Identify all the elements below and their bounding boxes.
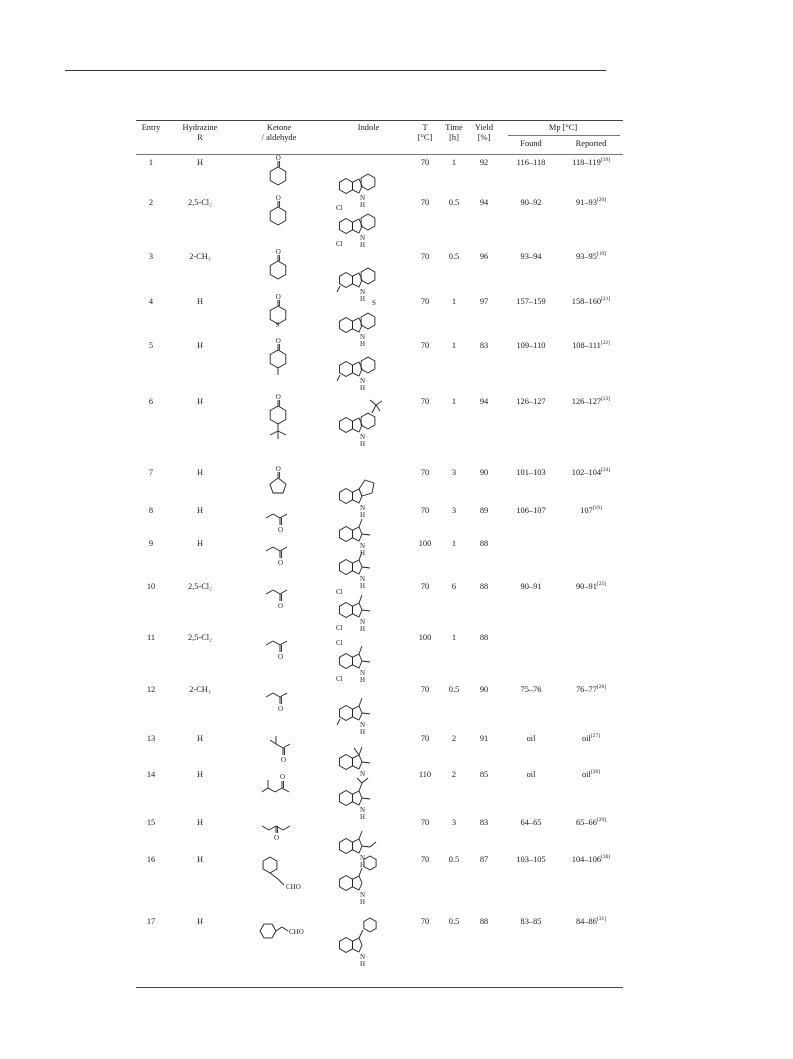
mp-found-cell: 103–105	[516, 855, 546, 864]
svg-text:O: O	[278, 653, 284, 661]
svg-text:H: H	[360, 813, 366, 821]
temperature-cell: 100	[418, 633, 432, 642]
reference-superscript: [20]	[596, 197, 607, 204]
mp-found-cell: 90–92	[520, 198, 542, 207]
mp-found-cell: 93–94	[520, 252, 542, 261]
hydrazine-cell: 2,5-Cl₂	[187, 198, 213, 207]
header-found: Found	[520, 139, 542, 148]
svg-text:N: N	[360, 575, 366, 583]
time-cell: 1	[451, 397, 457, 406]
time-cell: 0.5	[448, 198, 460, 207]
indole-structure	[332, 196, 392, 252]
svg-text:H: H	[360, 384, 366, 392]
mp-found-cell: 83–85	[520, 917, 542, 926]
svg-text:N: N	[360, 433, 366, 441]
mp-reported-cell: 91–93[20]	[575, 197, 607, 207]
mp-found-cell: 64–65	[520, 818, 542, 827]
hydrazine-cell: H	[196, 818, 204, 827]
reference-superscript: [19]	[600, 157, 610, 164]
yield-cell: 92	[479, 158, 489, 167]
header-entry: Entry	[141, 123, 161, 132]
reference-superscript: [19]	[596, 251, 607, 258]
svg-text:Cl: Cl	[336, 240, 343, 248]
ketone-structure	[258, 248, 302, 296]
reference-superscript: [26]	[596, 684, 607, 691]
reference-superscript: [31]	[596, 916, 607, 923]
svg-text:H: H	[360, 861, 366, 869]
svg-text:N: N	[360, 891, 366, 899]
entry-cell: 17	[146, 917, 156, 926]
yield-cell: 90	[479, 468, 489, 477]
indole-structure	[332, 915, 392, 971]
svg-text:H: H	[360, 340, 366, 348]
mp-reported-cell: oil[28]	[581, 769, 600, 779]
entry-cell: 2	[148, 198, 154, 207]
svg-text:O: O	[281, 756, 287, 764]
svg-text:O: O	[275, 194, 281, 202]
time-cell: 0.5	[448, 917, 460, 926]
time-cell: 3	[451, 506, 457, 515]
table-bottom-rule	[136, 987, 623, 988]
hydrazine-cell: H	[196, 158, 204, 167]
entry-cell: 13	[146, 734, 156, 743]
mp-reported-cell: 84–86[31]	[575, 916, 607, 926]
indole-structure	[332, 580, 392, 636]
svg-text:H: H	[360, 625, 366, 633]
svg-text:H: H	[360, 295, 366, 303]
time-cell: 2	[451, 734, 457, 743]
svg-text:O: O	[275, 337, 281, 345]
yield-cell: 91	[479, 734, 489, 743]
svg-text:N: N	[360, 504, 366, 512]
svg-text:N: N	[360, 618, 366, 626]
svg-text:H: H	[360, 241, 366, 249]
entry-cell: 14	[146, 770, 156, 779]
yield-cell: 96	[479, 252, 489, 261]
svg-text:N: N	[360, 806, 366, 814]
temperature-cell: 70	[420, 341, 430, 350]
mp-reported-cell: 102–104[24]	[571, 467, 611, 477]
header-reported: Reported	[575, 139, 607, 148]
yield-cell: 90	[479, 685, 489, 694]
indole-structure	[332, 339, 392, 395]
svg-text:H: H	[360, 511, 366, 519]
svg-text:Cl: Cl	[336, 588, 343, 596]
hydrazine-cell: H	[196, 917, 204, 926]
reference-superscript: [23]	[601, 396, 611, 403]
temperature-cell: 70	[420, 818, 430, 827]
svg-text:N: N	[360, 377, 366, 385]
hydrazine-cell: H	[196, 855, 204, 864]
svg-text:CHO: CHO	[289, 928, 304, 936]
mp-subrule	[508, 135, 620, 136]
hydrazine-cell: 2-CH₃	[189, 252, 211, 261]
reference-superscript: [28]	[590, 769, 600, 776]
yield-cell: 88	[479, 582, 489, 591]
svg-text:N: N	[360, 234, 366, 242]
reference-superscript: [22]	[600, 340, 610, 347]
temperature-cell: 70	[420, 297, 430, 306]
hydrazine-cell: 2-CH₃	[189, 685, 211, 694]
entry-cell: 16	[146, 855, 156, 864]
yield-cell: 88	[479, 539, 489, 548]
svg-text:S: S	[275, 321, 280, 329]
mp-found-cell: 75–76	[520, 685, 542, 694]
svg-text:H: H	[360, 549, 366, 557]
svg-text:O: O	[278, 602, 284, 610]
svg-text:H: H	[360, 440, 366, 448]
entry-cell: 3	[148, 252, 154, 261]
hydrazine-cell: H	[196, 770, 204, 779]
time-cell: 6	[451, 582, 457, 591]
temperature-cell: 70	[420, 685, 430, 694]
mp-found-cell: oil	[526, 770, 536, 779]
temperature-cell: 70	[420, 506, 430, 515]
entry-cell: 8	[148, 506, 154, 515]
entry-cell: 7	[148, 468, 154, 477]
yield-cell: 88	[479, 917, 489, 926]
yield-cell: 94	[479, 397, 489, 406]
svg-text:N: N	[360, 721, 366, 729]
ketone-structure	[258, 913, 302, 961]
indole-structure	[332, 395, 392, 451]
svg-text:O: O	[278, 705, 284, 713]
time-cell: 1	[451, 633, 457, 642]
svg-text:H: H	[360, 960, 366, 968]
header-indole: Indole	[357, 123, 380, 132]
header-t: T	[422, 123, 428, 132]
entry-cell: 10	[146, 582, 156, 591]
indole-structure	[332, 631, 392, 687]
svg-text:N: N	[360, 953, 366, 961]
header-ketone: Ketone	[266, 123, 292, 132]
time-cell: 3	[451, 818, 457, 827]
time-cell: 1	[451, 158, 457, 167]
mp-found-cell: 157–159	[516, 297, 546, 306]
svg-text:N: N	[360, 288, 366, 296]
svg-text:O: O	[275, 465, 281, 473]
time-cell: 1	[451, 539, 457, 548]
svg-text:H: H	[360, 898, 366, 906]
svg-text:Cl: Cl	[336, 675, 343, 683]
header-yield-unit: [%]	[477, 133, 491, 142]
mp-reported-cell: 126–127[23]	[571, 396, 611, 406]
mp-reported-cell: 104–106[30]	[571, 854, 611, 864]
svg-text:O: O	[274, 834, 280, 842]
mp-found-cell: oil	[526, 734, 536, 743]
hydrazine-cell: H	[196, 506, 204, 515]
yield-cell: 89	[479, 506, 489, 515]
time-cell: 0.5	[448, 855, 460, 864]
reference-superscript: [21]	[601, 296, 611, 303]
time-cell: 0.5	[448, 252, 460, 261]
temperature-cell: 70	[420, 855, 430, 864]
ketone-structure	[258, 851, 302, 899]
time-cell: 1	[451, 297, 457, 306]
results-table	[136, 120, 623, 988]
entry-cell: 6	[148, 397, 154, 406]
ketone-structure	[258, 194, 302, 242]
mp-reported-cell: 93–95[19]	[575, 251, 607, 261]
temperature-cell: 70	[420, 917, 430, 926]
svg-text:O: O	[275, 393, 281, 401]
indole-structure	[332, 853, 392, 909]
temperature-cell: 70	[420, 198, 430, 207]
svg-text:O: O	[275, 293, 281, 301]
entry-cell: 15	[146, 818, 156, 827]
svg-text:N: N	[360, 194, 366, 202]
svg-text:N: N	[360, 542, 366, 550]
temperature-cell: 100	[418, 539, 432, 548]
svg-text:H: H	[360, 728, 366, 736]
entry-cell: 12	[146, 685, 156, 694]
svg-text:Cl: Cl	[336, 204, 343, 212]
ketone-structure	[258, 681, 302, 729]
entry-cell: 9	[148, 539, 154, 548]
svg-text:O: O	[275, 154, 281, 162]
mp-reported-cell: 90–91[25]	[575, 581, 607, 591]
time-cell: 1	[451, 341, 457, 350]
mp-reported-cell: 107[19]	[580, 505, 602, 515]
entry-cell: 11	[146, 633, 156, 642]
reference-superscript: [30]	[601, 854, 611, 861]
ketone-structure	[258, 629, 302, 677]
svg-text:N: N	[360, 770, 366, 778]
svg-text:N: N	[360, 669, 366, 677]
temperature-cell: 70	[420, 734, 430, 743]
time-cell: 3	[451, 468, 457, 477]
mp-found-cell: 126–127	[516, 397, 546, 406]
reference-superscript: [29]	[596, 817, 607, 824]
svg-text:H: H	[360, 676, 366, 684]
mp-found-cell: 106–107	[516, 506, 546, 515]
ketone-structure	[258, 337, 302, 385]
svg-text:O: O	[278, 559, 284, 567]
reference-superscript: [27]	[590, 733, 600, 740]
header-time-unit: [h]	[449, 133, 459, 142]
hydrazine-cell: 2,5-Cl₂	[187, 633, 213, 642]
hydrazine-cell: H	[196, 539, 204, 548]
time-cell: 0.5	[448, 685, 460, 694]
header-yield: Yield	[474, 123, 494, 132]
table-header-rule	[136, 154, 623, 155]
hydrazine-cell: H	[196, 341, 204, 350]
mp-reported-cell: 65–66[29]	[575, 817, 607, 827]
hydrazine-cell: H	[196, 297, 204, 306]
ketone-structure	[258, 578, 302, 626]
mp-found-cell: 90–91	[520, 582, 542, 591]
reference-superscript: [25]	[596, 581, 607, 588]
mp-reported-cell: 158–160[21]	[571, 296, 611, 306]
reference-superscript: [24]	[601, 467, 611, 474]
svg-text:CHO: CHO	[286, 883, 301, 891]
svg-text:O: O	[280, 773, 286, 781]
mp-reported-cell: 76–77[26]	[575, 684, 607, 694]
svg-text:O: O	[275, 248, 281, 256]
page-header-rule	[65, 70, 606, 71]
ketone-structure	[258, 393, 302, 441]
mp-found-cell: 116–118	[516, 158, 546, 167]
mp-reported-cell: 108–111[22]	[572, 340, 610, 350]
temperature-cell: 70	[420, 582, 430, 591]
mp-reported-cell: 118–119[19]	[572, 157, 610, 167]
hydrazine-cell: H	[196, 397, 204, 406]
table-top-rule	[136, 120, 623, 121]
svg-text:Cl: Cl	[336, 639, 343, 647]
yield-cell: 88	[479, 633, 489, 642]
header-hydrazine-r: R	[197, 133, 203, 142]
hydrazine-cell: H	[196, 468, 204, 477]
ketone-structure	[258, 535, 302, 583]
temperature-cell: 70	[420, 468, 430, 477]
entry-cell: 4	[148, 297, 154, 306]
svg-text:H: H	[360, 582, 366, 590]
hydrazine-cell: 2,5-Cl₂	[187, 582, 213, 591]
header-hydrazine: Hydrazine	[182, 123, 218, 132]
mp-found-cell: 101–103	[516, 468, 546, 477]
indole-structure	[332, 683, 392, 739]
svg-text:N: N	[360, 854, 366, 862]
reference-superscript: [19]	[592, 505, 602, 512]
yield-cell: 85	[479, 770, 489, 779]
entry-cell: 1	[148, 158, 154, 167]
yield-cell: 83	[479, 341, 489, 350]
yield-cell: 97	[479, 297, 489, 306]
header-time: Time	[445, 123, 463, 132]
header-t-unit: [°C]	[417, 133, 433, 142]
mp-found-cell: 109–110	[516, 341, 546, 350]
temperature-cell: 110	[418, 770, 432, 779]
svg-text:S: S	[372, 299, 376, 307]
yield-cell: 87	[479, 855, 489, 864]
temperature-cell: 70	[420, 252, 430, 261]
entry-cell: 5	[148, 341, 154, 350]
svg-text:N: N	[360, 333, 366, 341]
ketone-structure	[258, 766, 302, 814]
header-mp: Mp [°C]	[548, 123, 578, 132]
header-aldehyde: / aldehyde	[261, 133, 297, 142]
yield-cell: 83	[479, 818, 489, 827]
svg-text:Cl: Cl	[336, 624, 343, 632]
temperature-cell: 70	[420, 397, 430, 406]
svg-text:O: O	[278, 526, 284, 534]
yield-cell: 94	[479, 198, 489, 207]
temperature-cell: 70	[420, 158, 430, 167]
hydrazine-cell: H	[196, 734, 204, 743]
ketone-structure	[258, 293, 302, 341]
time-cell: 2	[451, 770, 457, 779]
svg-text:H: H	[360, 201, 366, 209]
mp-reported-cell: oil[27]	[581, 733, 600, 743]
